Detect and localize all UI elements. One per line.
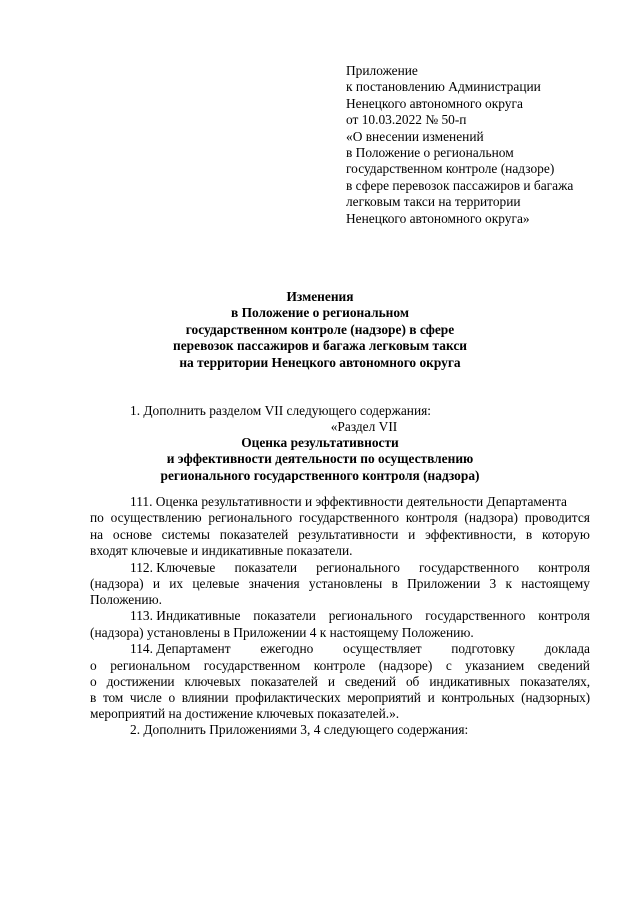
document-title (0, 289, 640, 371)
paragraph-line: 114. Департамент ежегодно осуществляет подготовку доклада (130, 641, 590, 656)
paragraph-line: (надзора) установлены в Приложении 4 к настоящему Положению. (90, 625, 474, 640)
paragraph-line: 111. Оценка результативности и эффективности деятельности Департамента (130, 494, 567, 509)
paragraph-line: 112. Ключевые показатели регионального государственного контроля (130, 560, 590, 575)
annex-line: Ненецкого автономного округа» (346, 210, 530, 226)
item-1: 1. Дополнить разделом VII следующего содержания: (130, 403, 432, 418)
paragraph-line: Положению. (90, 592, 162, 607)
annex-block (346, 63, 626, 227)
section-heading (0, 435, 640, 484)
paragraph-line: 113. Индикативные показатели регионального государственного контроля (130, 608, 590, 623)
paragraph-line: в том числе о влиянии профилактических мероприятий и контрольных (надзорных) (90, 690, 590, 705)
annex-line: государственном контроле (надзоре) (346, 161, 555, 177)
paragraph-line: мероприятий на достижение ключевых показателей.». (90, 706, 400, 721)
annex-line: в Положение о региональном (346, 145, 514, 161)
paragraph-line: на основе системы показателей результативности и эффективности, в которую (90, 527, 590, 542)
annex-line: к постановлению Администрации (346, 79, 541, 95)
section-heading-line: регионального государственного контроля (надзора) (160, 467, 480, 483)
section-heading-line: Оценка результативности (241, 435, 399, 450)
annex-line: Приложение (346, 63, 418, 78)
section-label: «Раздел VII (330, 419, 398, 434)
paragraph-line: о региональном государственном контроле (надзоре) с указанием сведений (90, 658, 590, 673)
title-line: Изменения (286, 289, 354, 304)
title-line: государственном контроле (надзоре) в сфере (185, 321, 455, 337)
paragraph-line: (надзора) и их целевые значения установлены в Приложении 3 к настоящему (90, 576, 590, 591)
annex-line: в сфере перевозок пассажиров и багажа (346, 177, 574, 193)
section-heading-line: и эффективности деятельности по осуществлению (166, 451, 474, 467)
annex-line: от 10.03.2022 № 50-п (346, 112, 467, 128)
annex-line: «О внесении изменений (346, 128, 484, 144)
title-line: перевозок пассажиров и багажа легковым такси (173, 338, 467, 354)
item-2: 2. Дополнить Приложениями 3, 4 следующего содержания: (130, 722, 469, 737)
title-line: в Положение о региональном (231, 305, 409, 321)
annex-line: Ненецкого автономного округа (346, 95, 523, 111)
title-line: на территории Ненецкого автономного округа (179, 354, 461, 370)
paragraph-line: по осуществлению регионального государственного контроля (надзора) проводится (90, 510, 590, 525)
annex-line: легковым такси на территории (346, 194, 521, 210)
paragraph-line: входят ключевые и индикативные показатели. (90, 543, 353, 558)
paragraph-line: о достижении ключевых показателей и сведений об индикативных показателях, (90, 674, 590, 689)
